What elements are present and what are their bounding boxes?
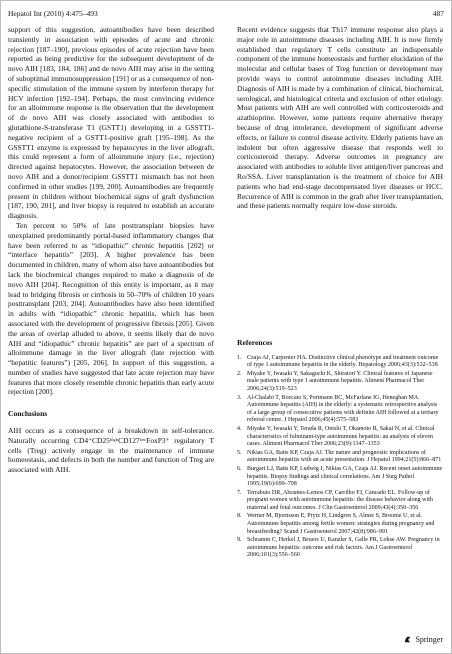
reference-text: Nikias GA, Batts KP, Czaja AJ. The nature and prognostic implications of autoimmune hepatitis with an acute presentation. J Hepatol 1994;21(5):866–871 <box>247 449 442 464</box>
paragraph: Ten percent to 50% of late posttransplant biopsies have unexplained predominantly portal-based inflammatory changes that have been referred to as “idiopathic” chronic hepatitis [202] or “interface hepatitis” [203]. A higher prevalence has been documented in children, many of whom also have autoantibodies but lack the biochemical changes required to make a diagnosis of de novo AIH [204]. Recognition of this entity is important, as it may lead to bridging fibrosis or cirrhosis in 50–70% of children 10 years posttransplant [203, 204]. Autoantibodies have also been identified in adults with “idiopathic” chronic hepatitis, which has been associated with the development of progressive fibrosis [205]. Given the areas of overlap alluded to above, it seems likely that de novo AIH and “idiopathic” chronic hepatitis” are part of a spectrum of alloimmune damage in the liver allograft (late rejection with “hepatitic features”) [205, 206]. In support of this suggestion, a number of studies have suggested that late acute rejection may have features that more closely resemble chronic hepatitis than early acute rejection [200]. <box>8 220 214 397</box>
paragraph: AIH occurs as a consequence of a breakdown in self-tolerance. Naturally occurring CD4⁺CD25ʰⁱᵍʰCD127ˡᵒʷFoxP3⁺ regulatory T cells (Treg) actively engage in the maintenance of immune homeostasis, and defects in both the number and function of Treg are associated with AIH. <box>8 426 214 475</box>
reference-item <box>237 371 443 394</box>
reference-number: 2. <box>237 370 242 377</box>
reference-number: 3. <box>237 394 242 401</box>
reference-text: Miyake Y, Iwasaki Y, Terada R, Onishi T, Okamoto R, Sakai N, et al. Clinical characteristics of fulminant-type autoimmune hepatitis: an analysis of eleven cases. Aliment Pharmacol Ther 2006;23(9):1347–1353 <box>247 425 435 448</box>
reference-item <box>237 490 443 513</box>
section-heading-conclusions: Conclusions <box>8 409 48 419</box>
reference-item <box>237 355 443 370</box>
journal-citation: Hepatol Int (2010) 4:475–493 <box>8 9 98 18</box>
reference-text: Schramm C, Herkel J, Beuers U, Kanzler S, Galle PR, Lohse AW. Pregnancy in autoimmune hepatitis: outcome and risk factors. Am J Gastroenterol 2006;101(3):556–560 <box>247 537 440 559</box>
reference-number: 8. <box>237 513 242 520</box>
reference-number: 7. <box>237 489 242 496</box>
reference-text: Miyake Y, Iwasaki Y, Sakaguchi K, Shiratori Y. Clinical features of Japanese male patients with type 1 autoimmune hepatitis. Aliment Pharmacol Ther 2006;24(3):519–523 <box>247 370 433 392</box>
reference-item <box>237 513 443 536</box>
reference-text: Burgart LJ, Batts KP, Ludwig J, Nikias GA, Czaja AJ. Recent onset autoimmune hepatitis. Biopsy findings and clinical correlations. Am J Surg Pathol 1995;19(6):699–708 <box>247 465 443 488</box>
left-column <box>8 25 214 475</box>
paragraph: support of this suggestion, autoantibodies have been described transiently in association with episodes of acute and chronic rejection [187–190], previous episodes of acute rejection have been reported as being predictive for the subsequent development of de novo AIH [183, 184, 186] and de novo AIH may arise in the setting of suboptimal immunosuppression [191] or as a consequence of non-specific stimulation of the immune system by interferon therapy for HCV infection [192–194]. Perhaps, the most convincing evidence for an alloimmune response is the observation that the development of de novo AIH was closely associated with antibodies to glutathione-S-transferase T1 (GSTT1) developing in a GSSTT1-negative recipient of a GSTT1-positive graft [195–198]. As the GSSTT1 enzyme is expressed by hepatocytes in the liver allograft, this could represent a form of alloimmune injury (i.e., rejection) directed against hepatocytes. However, the association between de novo AIH and a donor/recipient GSSTT1 mismatch has not been confirmed in other studies [199, 200]. Autoantibodies are frequently present in children without biochemical signs of graft dysfunction [187, 190, 201], and liver biopsy is required to establish an accurate diagnosis. <box>8 25 214 221</box>
page-number: 487 <box>432 9 444 18</box>
reference-item <box>237 426 443 449</box>
references-section <box>237 339 443 561</box>
springer-horse-icon <box>403 635 412 644</box>
reference-list <box>237 355 443 560</box>
reference-text: Werner M, Bjornsson E, Prytz H, Lindgren S, Almer S, Broome U, et al. Autoimmune hepatitis among fertile women: strategies during pregnancy and breastfeeding? Scand J Gastroenterol 2007;42(8):986–991 <box>247 513 435 535</box>
reference-text: Terrabuio DR, Abrantes-Lemos CP, Carrilho FJ, Cancado EL. Follow-up of pregnant women with autoimmune hepatitis: the disease behavior along with maternal and fetal outcomes. J Clin Gastroenterol 2009;43(4):350–356 <box>247 489 433 511</box>
reference-item <box>237 395 443 425</box>
right-column <box>237 25 443 211</box>
publisher-name: Springer <box>415 635 443 644</box>
reference-number: 9. <box>237 537 242 544</box>
reference-number: 5. <box>237 449 242 456</box>
reference-item <box>237 537 443 560</box>
reference-number: 4. <box>237 425 242 432</box>
references-heading: References <box>237 338 273 347</box>
reference-item <box>237 450 443 465</box>
reference-number: 1. <box>237 354 242 361</box>
paragraph: Recent evidence suggests that Th17 immune response also plays a major role in autoimmune diseases including AIH. It is now firmly established that regulatory T cells constitute an indispensable component of the immune homeostasis and further elucidation of the molecular and cellular bases of Treg function or development may provide ways to control autoimmune diseases including AIH. Diagnosis of AIH is made by a combination of clinical, biochemical, serological, and histological criteria and exclusion of other etiology. Most patients with AIH are well controlled with corticosteroids and azathioprine. However, some patients require alternative therapy because of drug intolerance, development of significant adverse effects, or failure to control disease activity. Elderly patients have an indolent but often aggressive disease that responds well to corticosteroid therapy. Adverse outcomes in pregnancy are associated with antibodies to soluble liver antigen/liver pancreas and Ro/SSA. Liver transplantation is the treatment of choice for AIH patients who had end-stage decompensated liver diseases or HCC. Recurrence of AIH is common in the graft after liver transplantation, and these patients normally require low-dose steroids. <box>237 25 443 211</box>
reference-text: Al-Chalabi T, Boccato S, Portmann BC, McFarlane IG, Heneghan MA. Autoimmune hepatitis (AIH) in the elderly: a systematic retrospective analysis of a large group of consecutive patients with definite AIH followed at a tertiary referral centre. J Hepatol 2006;45(4):575–583 <box>247 394 439 424</box>
publisher-logo <box>403 635 443 644</box>
reference-item <box>237 466 443 489</box>
reference-text: Czaja AJ, Carpenter HA. Distinctive clinical phenotype and treatment outcome of type 1 autoimmune hepatitis in the elderly. Hepatology 2006;43(3):532–538 <box>247 354 439 369</box>
reference-number: 6. <box>237 465 242 472</box>
running-header <box>8 9 444 21</box>
